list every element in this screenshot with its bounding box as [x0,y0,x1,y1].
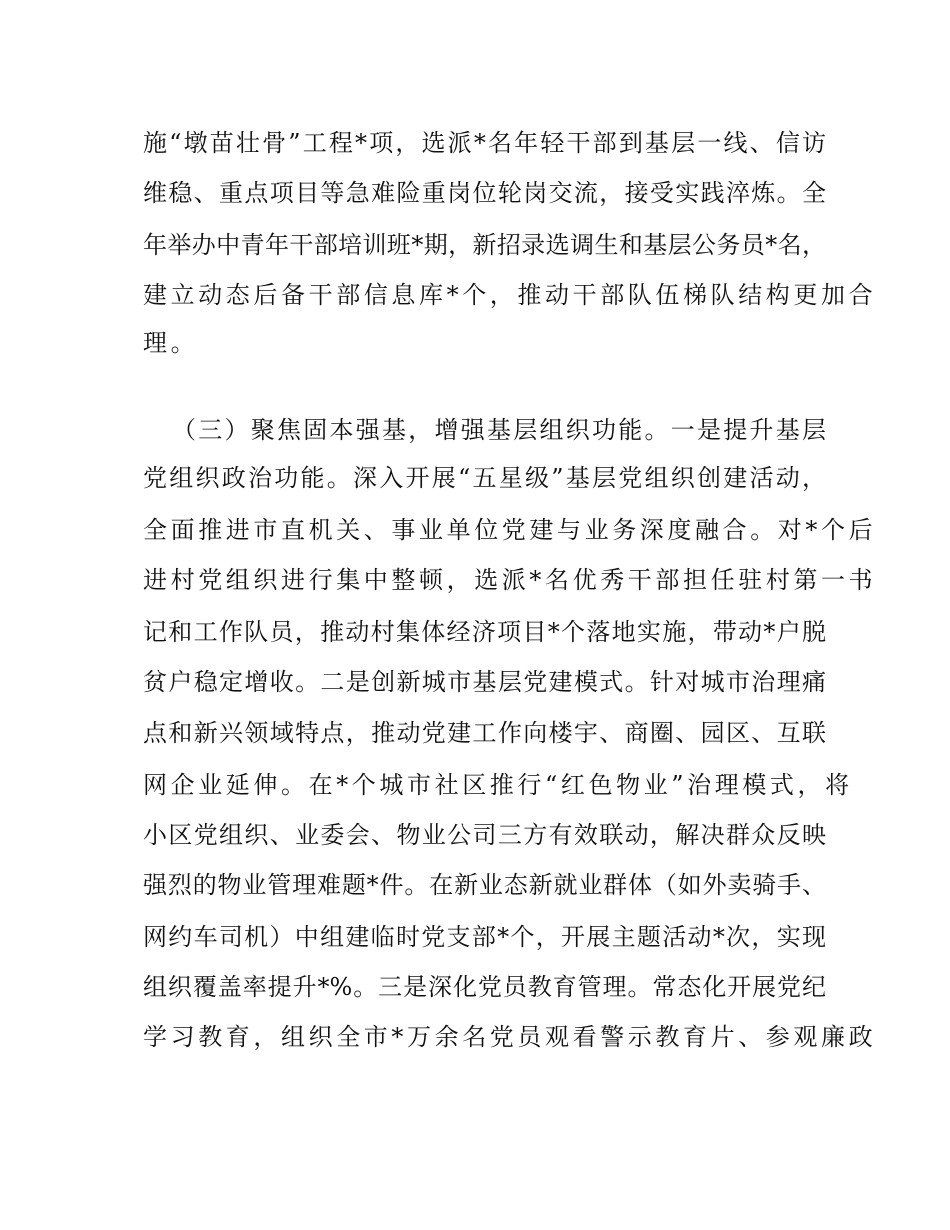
text-line: 施“墩苗壮骨”工程*项，选派*名年轻干部到基层一线、信访 [143,129,826,157]
text-line: 强烈的物业管理难题*件。在新业态新就业群体（如外卖骑手、 [143,871,826,899]
text-line: 贫户稳定增收。二是创新城市基层党建模式。针对城市治理痛 [143,668,826,696]
text-line: 全面推进市直机关、事业单位党建与业务深度融合。对*个后 [143,516,877,544]
text-line: 进村党组织进行集中整顿，选派*名优秀干部担任驻村第一书 [143,566,877,594]
text-line: 年举办中青年干部培训班*期，新招录选调生和基层公务员*名， [143,231,826,259]
text-line: 记和工作队员，推动村集体经济项目*个落地实施，带动*户脱 [143,618,826,646]
text-line: 建立动态后备干部信息库*个，推动干部队伍梯队结构更加合 [143,281,877,309]
text-line: 学习教育，组织全市*万余名党员观看警示教育片、参观廉政 [143,1023,877,1051]
text-line: 网企业延伸。在*个城市社区推行“红色物业”治理模式，将 [143,771,853,799]
text-line: 党组织政治功能。深入开展“五星级”基层党组织创建活动， [143,464,826,492]
text-line: 网约车司机）中组建临时党支部*个，开展主题活动*次，实现 [143,923,826,951]
text-line: 点和新兴领域特点，推动党建工作向楼宇、商圈、园区、互联 [143,719,826,747]
text-line: 维稳、重点项目等急难险重岗位轮岗交流，接受实践淬炼。全 [143,179,826,207]
text-line: 小区党组织、业委会、物业公司三方有效联动，解决群众反映 [143,821,826,849]
text-line: 理。 [143,329,199,357]
section-heading-line: （三）聚焦固本强基，增强基层组织功能。一是提升基层 [172,416,826,444]
text-line: 组织覆盖率提升*%。三是深化党员教育管理。常态化开展党纪 [143,973,826,1001]
